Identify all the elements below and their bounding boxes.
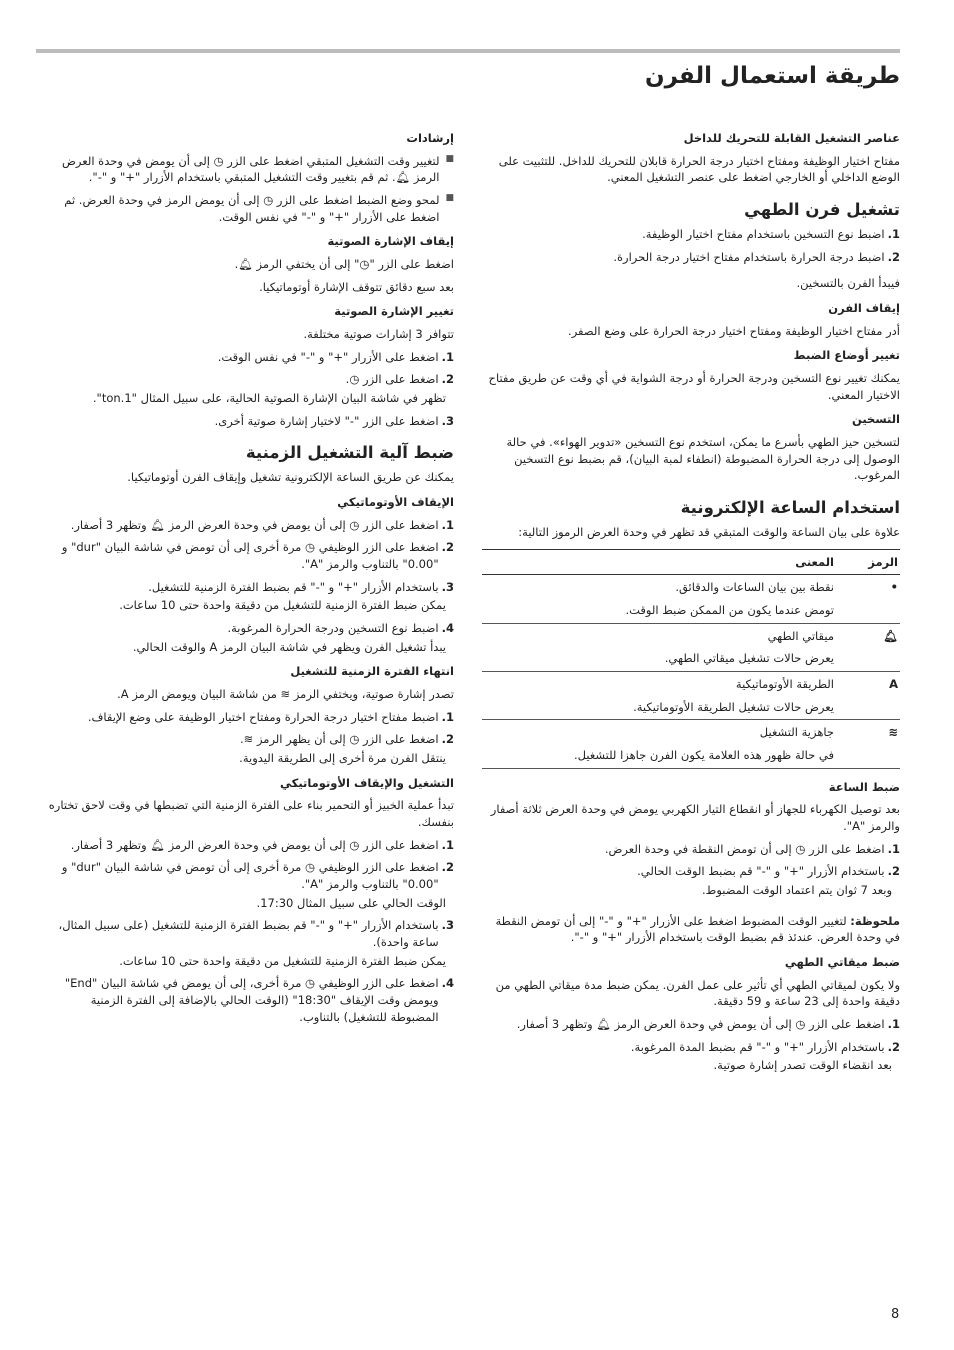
table-row: • نقطة بين بيان الساعات والدقائق. تومض عندما يكون من الممكن ضبط الوقت. [482,575,900,623]
list-item: 3. باستخدام الأزرار "+" و "-" قم بضبط الفترة الزمنية للتشغيل. [148,579,454,594]
dot-symbol-icon: • [836,575,900,623]
timer-intro: ولا يكون لميقاتي الطهي أي تأثير على عمل الفرن. يمكن ضبط مدة ميقاتي الطهي من دقيقة واحدة إلى 23 ساعة و 59 دقيقة. [495,977,900,1009]
auto-intro: يمكنك عن طريق الساعة الإلكترونية تشغيل وإيقاف الفرن أوتوماتيكيا. [127,470,454,485]
timer-note: بعد انقضاء الوقت تصدر إشارة صوتية. [713,1058,892,1073]
change-settings-heading: تغيير أوضاع الضبط [793,348,900,363]
stop-signal-heading: إيقاف الإشارة الصوتية [327,234,454,249]
list-item: 1. اضبط مفتاح اختيار درجة الحرارة ومفتاح اختيار الوظيفة على وضع الإيقاف. [87,709,454,724]
change-signal-sub: تظهر في شاشة البيان الإشارة الصوتية الحالية، على سبيل المثال "ton.1". [92,391,446,406]
table-header-meaning: المعنى [482,549,836,575]
controls-heading: عناصر التشغيل القابلة للتحريك للداخل [683,131,900,145]
set-clock-intro: بعد توصيل الكهرباء للجهاز أو انقطاع التيار الكهربي يومض في وحدة العرض ثلاثة أصفار والرمز "A". [490,802,900,833]
end-text: تصدر إشارة صوتية، ويختفي الرمز ≋ من شاشة البيان ويومض الرمز A. [117,687,454,702]
auto-heading: ضبط آلية التشغيل الزمنية [245,443,454,463]
list-item: 3. باستخدام الأزرار "+" و "-" قم بضبط الفترة الزمنية للتشغيل (على سبيل المثال، ساعة واحدة). [58,918,454,950]
onoff-heading: التشغيل والإيقاف الأوتوماتيكي [280,775,454,790]
controls-text: مفتاح اختيار الوظيفة ومفتاح اختيار درجة الحرارة قابلان للتحريك للداخل. للتثبيت على الوضع الداخلي أو الخارجي اضغط على عنصر التشغيل المعني. [498,153,900,185]
square-bullet-icon: ■ [445,153,454,164]
list-item: 2. باستخدام الأزرار "+" و "-" قم بضبط المدة المرغوبة. [630,1039,900,1054]
change-signal-intro: تتوافر 3 إشارات صوتية مختلفة. [303,327,454,342]
list-item: 4. اضغط على الزر الوظيفي ◷ مرة أخرى، إلى أن يومض في شاشة البيان "End" ويومض وقت الإيقاف "18:30" (الوقت الحالي بالإضافة إلى الفترة الزمنية المضبوطة للتشغيل) بالتناوب. [64,976,454,1024]
list-item: ■ لتغيير وقت التشغيل المتبقي اضغط على الزر ◷ إلى أن يومض في وحدة العرض الرمز 🔔︎. ثم قم بتغيير وقت التشغيل المتبقي باستخدام الأزرار "+" و "-". [62,153,454,185]
table-header-symbol: الرمز [836,549,900,575]
top-rule [36,49,900,53]
list-item: 2. اضغط على الزر الوظيفي ◷ مرة أخرى إلى أن تومض في شاشة البيان "dur" و "0.00" بالتناوب والرمز "A". [61,860,454,892]
switch-on-heading: تشغيل فرن الطهي [744,200,900,220]
symbols-table [482,549,900,769]
hints-heading: إرشادات [406,131,454,145]
auto-off-sub4: يبدأ تشغيل الفرن ويظهر في شاشة البيان الرمز A والوقت الحالي. [132,639,446,654]
stop-oven-text: أدر مفتاح اختيار الوظيفة ومفتاح اختيار درجة الحرارة على وضع الصفر. [568,323,900,338]
bell-icon: 🔔︎ [836,623,900,671]
stop-signal-note: بعد سبع دقائق تتوقف الإشارة أوتوماتيكيا. [259,279,454,294]
list-item: 1. اضغط على الزر ◷ إلى أن يومض في وحدة العرض الرمز 🔔︎ وتظهر 3 أصفار. [70,837,454,852]
change-settings-text: يمكنك تغيير نوع التسخين ودرجة الحرارة أو درجة الشواية في أي وقت عن طريق مفتاح الاختيار المعني. [488,370,900,402]
list-item: 1. اضغط على الأزرار "+" و "-" في نفس الوقت. [217,349,454,364]
right-column [482,122,900,1080]
square-bullet-icon: ■ [445,193,454,204]
list-item: 4. اضبط نوع التسخين ودرجة الحرارة المرغوبة. [227,621,454,636]
list-item: 2. باستخدام الأزرار "+" و "-" قم بضبط الوقت الحالي. [637,864,900,879]
timer-heading: ضبط ميقاتي الطهي [784,955,900,970]
left-column [40,122,454,1031]
page-number: 8 [891,1307,900,1322]
table-row: ≋ جاهزية التشغيل في حالة ظهور هذه العلامة يكون الفرن جاهزا للتشغيل. [482,720,900,768]
auto-a-icon: A [836,671,900,719]
list-item: 1. اضغط على الزر ◷ إلى أن يومض في وحدة العرض الرمز 🔔︎ وتظهر 3 أصفار. [70,517,454,532]
list-item: 2. اضبط درجة الحرارة باستخدام مفتاح اختيار درجة الحرارة. [613,249,900,264]
table-row: 🔔︎ ميقاتي الطهي يعرض حالات تشغيل ميقاتي الطهي. [482,623,900,671]
table-row: A الطريقة الأوتوماتيكية يعرض حالات تشغيل الطريقة الأوتوماتيكية. [482,671,900,719]
list-item: ■ لمحو وضع الضبط اضغط على الزر ◷ إلى أن يومض الرمز في وحدة العرض. ثم اضغط على الأزرار "+" و "-" في نفس الوقت. [64,193,454,224]
auto-off-heading: الإيقاف الأوتوماتيكي [337,495,454,509]
list-item: 1. اضغط على الزر ◷ إلى أن يومض في وحدة العرض الرمز 🔔︎ وتظهر 3 أصفار. [516,1017,900,1032]
list-item: 1. اضغط على الزر ◷ إلى أن تومض النقطة في وحدة العرض. [604,841,900,856]
auto-off-sub3: يمكن ضبط الفترة الزمنية للتشغيل من دقيقة واحدة حتى 10 ساعات. [119,598,446,613]
onoff-sub3: يمكن ضبط الفترة الزمنية للتشغيل من دقيقة واحدة حتى 10 ساعات. [119,953,446,968]
starts-heating-text: فيبدأ الفرن بالتسخين. [796,276,900,291]
ready-heat-icon: ≋ [836,720,900,768]
list-item: 2. اضغط على الزر ◷. [345,372,454,387]
list-item: 1. اضبط نوع التسخين باستخدام مفتاح اختيار الوظيفة. [642,226,900,241]
stop-oven-heading: إيقاف الفرن [828,300,900,315]
heating-heading: التسخين [852,412,900,427]
page-title: طريقة استعمال الفرن [644,63,900,89]
stop-signal-text: اضغط على الزر "◷" إلى أن يختفي الرمز 🔔︎. [234,257,454,272]
end-heading: انتهاء الفترة الزمنية للتشغيل [290,664,454,679]
set-clock-heading: ضبط الساعة [828,779,900,794]
clock-heading: استخدام الساعة الإلكترونية [680,498,900,517]
clock-intro: علاوة على بيان الساعة والوقت المتبقي قد تظهر في وحدة العرض الرموز التالية: [518,524,900,539]
onoff-intro: تبدأ عملية الخبيز أو التحمير بناء على الفترة الزمنية التي تضبطها في وقت لاحق تختاره بنفسك. [48,798,454,830]
end-sub: ينتقل الفرن مرة أخرى إلى الطريقة اليدوية. [239,751,446,766]
change-signal-heading: تغيير الإشارة الصوتية [334,304,454,319]
set-clock-note: وبعد 7 ثوان يتم اعتماد الوقت المضبوط. [702,883,892,897]
list-item: 3. اضغط على الزر "-" لاختيار إشارة صوتية أخرى. [214,413,454,428]
onoff-sub2: الوقت الحالي على سبيل المثال 17:30. [256,895,446,910]
list-item: 2. اضغط على الزر ◷ إلى أن يظهر الرمز ≋. [240,732,454,747]
list-item: 2. اضغط على الزر الوظيفي ◷ مرة أخرى إلى أن تومض في شاشة البيان "dur" و "0.00" بالتناوب والرمز "A". [61,540,454,572]
remark: ملحوظة: لتغيير الوقت المضبوط اضغط على الأزرار "+" و "-" إلى أن تومض النقطة في وحدة العرض. عندئذ قم بضبط الوقت باستخدام الأزرار "+" و "-". [495,913,900,945]
heating-text: لتسخين حيز الطهي بأسرع ما يمكن، استخدم نوع التسخين «تدوير الهواء». في حالة الوصول إلى درجة الحرارة المضبوطة (انطفاء لمبة البيان)، قم بضبط نوع التسخين المرغوب. [506,434,900,483]
